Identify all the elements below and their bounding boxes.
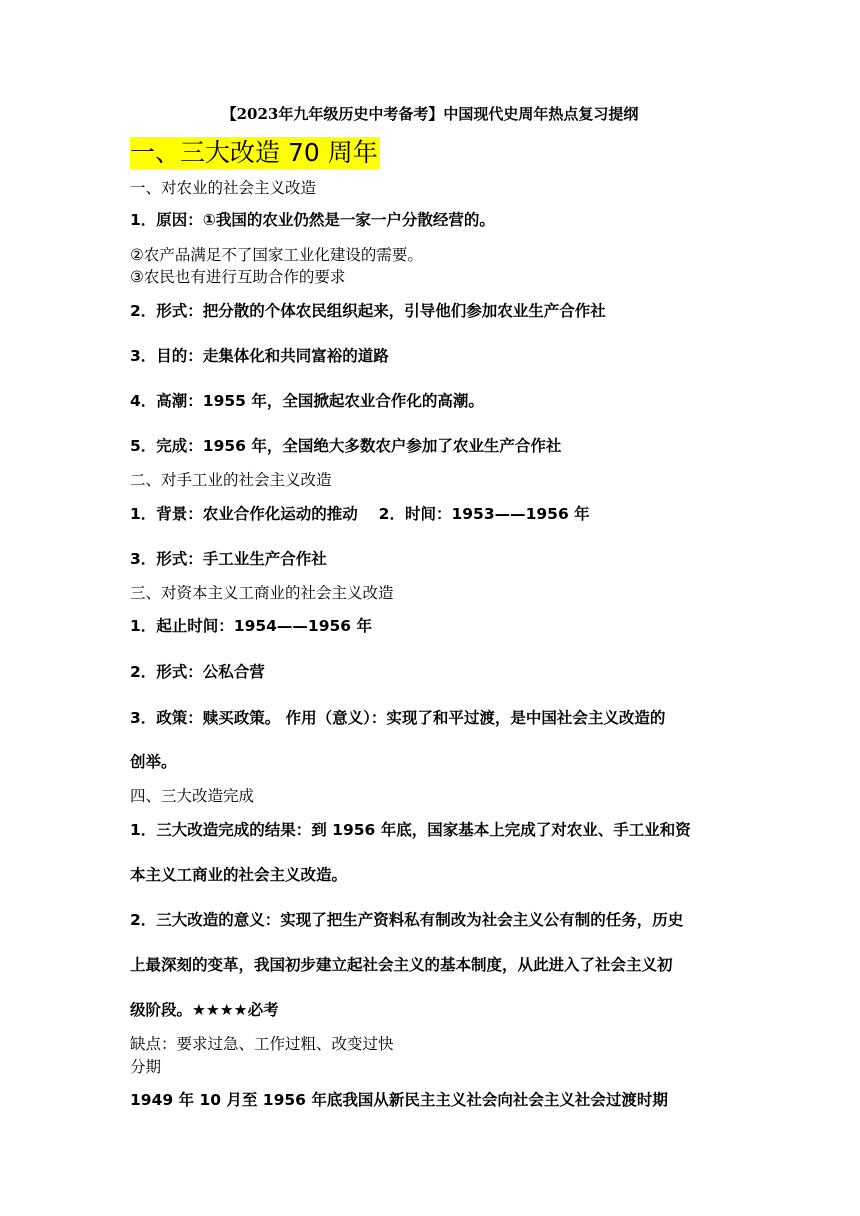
text-line: 3．政策：赎买政策。 作用（意义）：实现了和平过渡，是中国社会主义改造的 <box>130 709 666 727</box>
section-heading: 一、三大改造 70 周年 <box>130 138 378 167</box>
text-line: 1．起止时间：1954——1956 年 <box>130 617 372 635</box>
text-line: 本主义工商业的社会主义改造。 <box>130 866 348 884</box>
text-line: 级阶段。★★★★必考 <box>130 1001 279 1019</box>
subsection-heading: 一、对农业的社会主义改造 <box>130 179 317 197</box>
text-line: 3．目的：走集体化和共同富裕的道路 <box>130 347 389 365</box>
text-line: 2．形式：公私合营 <box>130 663 265 681</box>
text-line: 3．形式：手工业生产合作社 <box>130 550 327 568</box>
text-line: 1．三大改造完成的结果：到 1956 年底，国家基本上完成了对农业、手工业和资 <box>130 821 691 839</box>
subsection-heading: 二、对手工业的社会主义改造 <box>130 471 332 489</box>
text-line: 分期 <box>130 1058 162 1076</box>
text-line: 1949 年 10 月至 1956 年底我国从新民主主义社会向社会主义社会过渡时期 <box>130 1091 668 1109</box>
text-line: 1．原因：①我国的农业仍然是一家一户分散经营的。 <box>130 211 495 229</box>
text-line: 缺点：要求过急、工作过粗、改变过快 <box>130 1035 394 1053</box>
text-line: 创举。 <box>130 753 177 771</box>
text-line: 1．背景：农业合作化运动的推动 2．时间：1953——1956 年 <box>130 505 590 523</box>
subsection-heading: 四、三大改造完成 <box>130 787 255 805</box>
text-line: ③农民也有进行互助合作的要求 <box>130 268 346 286</box>
text-line: 4．高潮：1955 年，全国掀起农业合作化的高潮。 <box>130 392 484 410</box>
document-title: 【2023年九年级历史中考备考】中国现代史周年热点复习提纲 <box>221 105 639 123</box>
text-line: 上最深刻的变革，我国初步建立起社会主义的基本制度，从此进入了社会主义初 <box>130 956 673 974</box>
text-line: 2．三大改造的意义：实现了把生产资料私有制改为社会主义公有制的任务，历史 <box>130 911 684 929</box>
text-line: 2．形式：把分散的个体农民组织起来，引导他们参加农业生产合作社 <box>130 302 606 320</box>
text-line: 5．完成：1956 年，全国绝大多数农户参加了农业生产合作社 <box>130 437 562 455</box>
text-line: ②农产品满足不了国家工业化建设的需要。 <box>130 246 423 264</box>
subsection-heading: 三、对资本主义工商业的社会主义改造 <box>130 584 394 602</box>
